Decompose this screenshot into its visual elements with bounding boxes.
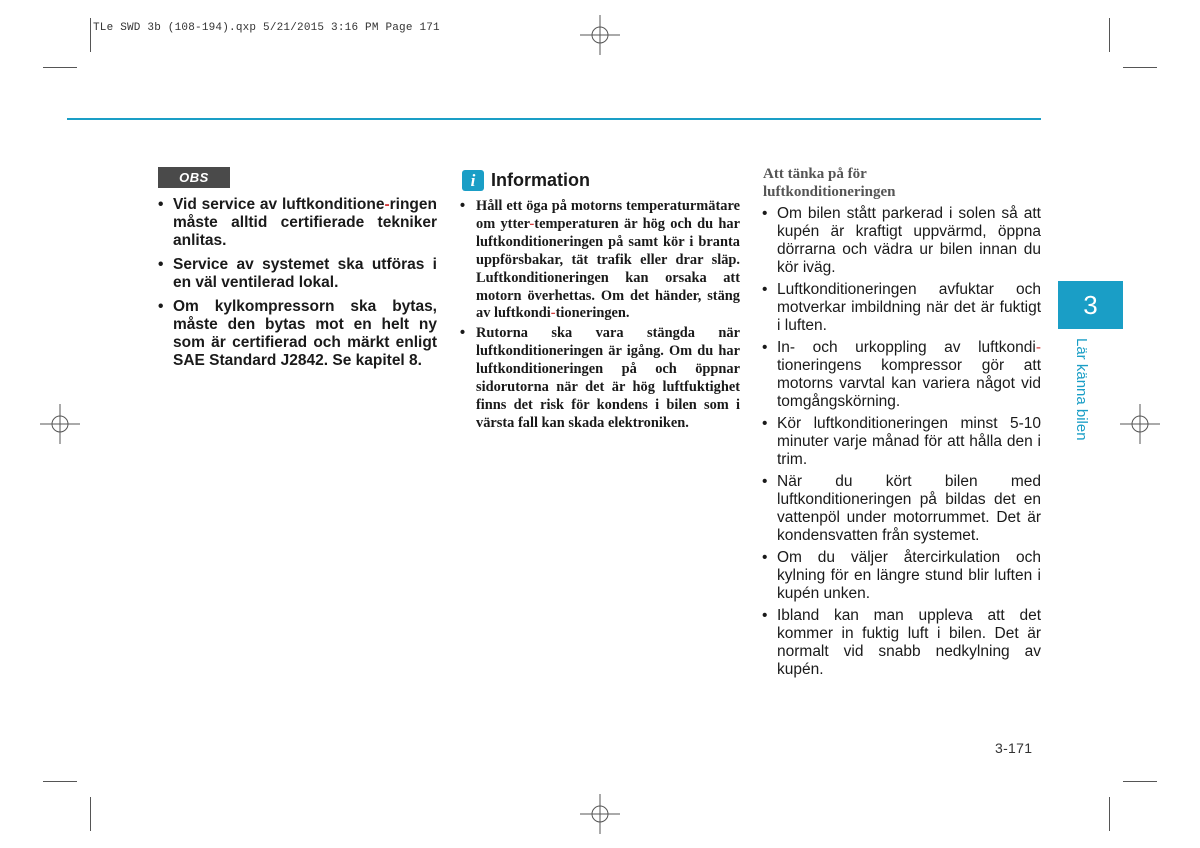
info-item: • Rutorna ska vara stängda när luftkonditioneringen är igång. Om du har luftkonditioneringen på och öppnar sidorutorna när det är hög luftfuktighet finns det risk för kondens i bilen som i värsta fall kan skada elektroniken. [460,325,740,432]
obs-item: • Service av systemet ska utföras i en väl ventilerad lokal. [157,256,437,292]
crop-mark [90,797,91,831]
obs-label: OBS [158,167,230,188]
tip-item: • Ibland kan man uppleva att det kommer in fuktig luft i bilen. Det är normalt vid snabb nedkylning av kupén. [761,607,1041,679]
info-icon: i [462,170,484,191]
tip-item: • Luftkonditioneringen avfuktar och motverkar imbildning när det är fuktigt i luften. [761,281,1041,335]
chapter-tab: 3 [1058,281,1123,329]
obs-list [157,196,437,376]
crop-mark [43,67,77,68]
crop-mark [90,18,91,52]
tips-list [761,205,1041,683]
registration-mark-icon [40,404,80,444]
tip-item: • In- och urkoppling av luftkondi-tioneringens kompressor gör att motorns varvtal kan variera något vid tomgångskörning. [761,339,1041,411]
chapter-label: Lär känna bilen [1073,338,1090,441]
crop-mark [43,781,77,782]
tip-item: • Om du väljer återcirkulation och kylning för en längre stund blir luften i kupén unken. [761,549,1041,603]
crop-mark [1109,797,1110,831]
info-title: Information [491,170,590,190]
crop-mark [1123,781,1157,782]
tip-item: • Kör luftkonditioneringen minst 5-10 minuter varje månad för att hålla den i trim. [761,415,1041,469]
print-slug: TLe SWD 3b (108-194).qxp 5/21/2015 3:16 PM Page 171 [93,22,440,34]
registration-mark-icon [580,794,620,834]
header-rule [67,118,1041,120]
crop-mark [1109,18,1110,52]
tip-item: • Om bilen stått parkerad i solen så att kupén är kraftigt uppvärmd, öppna dörrarna och vädra ur bilen innan du kör iväg. [761,205,1041,277]
obs-item: • Vid service av luftkonditione-ringen måste alltid certifierade tekniker anlitas. [157,196,437,250]
info-item: • Håll ett öga på motorns temperaturmätare om ytter-temperaturen är hög och du har luftkonditioneringen på samt kör i branta uppförsbakar, tät trafik eller drar släp. Luftkonditioneringen kan orsaka att motorn överhettas. Om det händer, stäng av luftkondi-tioneringen. [460,198,740,323]
obs-item: • Om kylkompressorn ska bytas, måste den bytas mot en helt ny som är certifierad och märkt enligt SAE Standard J2842. Se kapitel 8. [157,298,437,370]
registration-mark-icon [580,15,620,55]
page-number: 3-171 [995,740,1033,756]
crop-mark [1123,67,1157,68]
info-list [460,198,740,435]
tip-item: • När du kört bilen med luftkonditioneringen på bildas det en vattenpöl under motorrummet. Det är kondensvatten från systemet. [761,473,1041,545]
registration-mark-icon [1120,404,1160,444]
section-heading: Att tänka på för luftkonditioneringen [763,166,896,200]
